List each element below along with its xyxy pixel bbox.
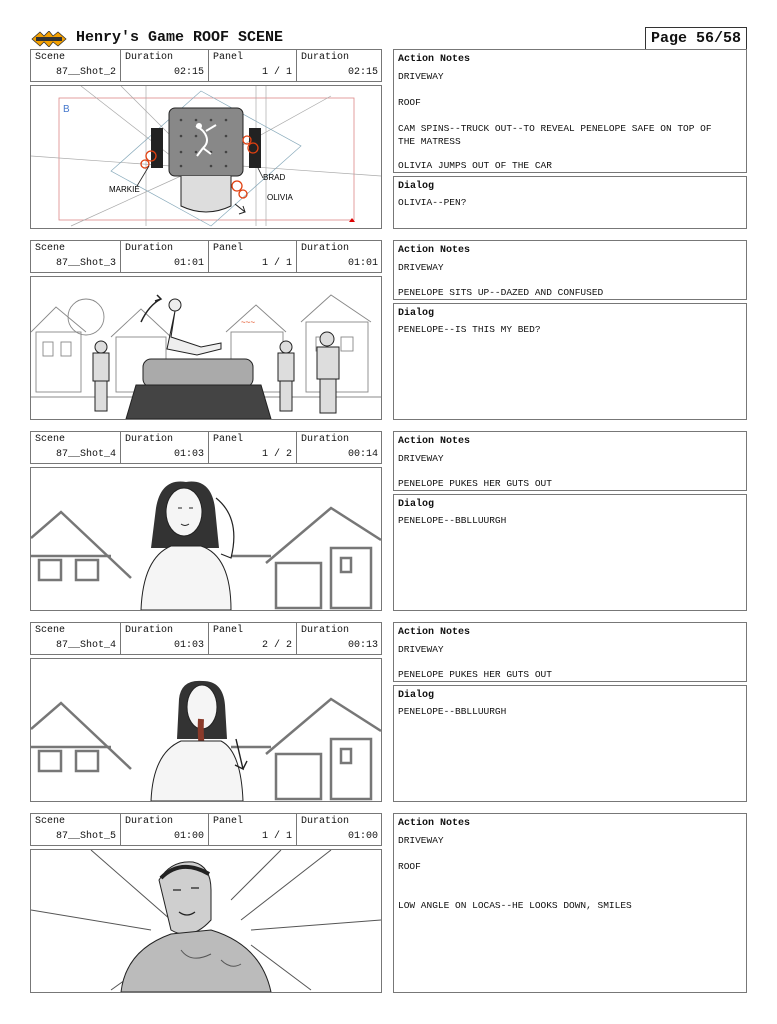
action-notes-heading: Action Notes bbox=[398, 245, 471, 256]
action-line: DRIVEWAY bbox=[398, 453, 444, 464]
panel-duration-value: 01:01 bbox=[347, 258, 378, 269]
action-line: DRIVEWAY bbox=[398, 644, 444, 655]
duration-value: 01:03 bbox=[173, 640, 204, 651]
svg-text:B: B bbox=[63, 104, 70, 115]
scene-value: 87__Shot_4 bbox=[55, 449, 116, 460]
storyboard-frame bbox=[30, 658, 382, 802]
action-notes-heading: Action Notes bbox=[398, 627, 471, 638]
panel-duration-label: Duration bbox=[301, 52, 350, 63]
panel-duration-label: Duration bbox=[301, 434, 350, 445]
panel-duration-label: Duration bbox=[301, 816, 350, 827]
action-line: CAM SPINS--TRUCK OUT--TO REVEAL PENELOPE SAFE ON TOP OF bbox=[398, 123, 712, 134]
action-notes bbox=[393, 622, 747, 682]
panel-value: 1 / 2 bbox=[261, 449, 292, 460]
dialog-heading: Dialog bbox=[398, 499, 435, 510]
scene-label: Scene bbox=[35, 52, 66, 63]
duration-label: Duration bbox=[125, 625, 174, 636]
dialog-box bbox=[393, 685, 747, 802]
brad-label: BRAD bbox=[263, 173, 286, 182]
scene-value: 87__Shot_3 bbox=[55, 258, 116, 269]
panel-duration-label: Duration bbox=[301, 243, 350, 254]
locas-low-angle-sketch bbox=[31, 850, 381, 992]
penelope-pukes-sketch bbox=[31, 659, 381, 801]
action-line: DRIVEWAY bbox=[398, 262, 444, 273]
action-line: THE MATRESS bbox=[398, 136, 461, 147]
panel-duration-value: 00:13 bbox=[347, 640, 378, 651]
duration-label: Duration bbox=[125, 434, 174, 445]
panel-value: 1 / 1 bbox=[261, 258, 292, 269]
scene-value: 87__Shot_2 bbox=[55, 67, 116, 78]
storyboard-frame bbox=[30, 276, 382, 420]
panel-label: Panel bbox=[213, 243, 244, 254]
duration-value: 01:01 bbox=[173, 258, 204, 269]
dialog-box bbox=[393, 176, 747, 229]
shot-meta bbox=[30, 813, 382, 846]
action-line: DRIVEWAY bbox=[398, 835, 444, 846]
action-line: PENELOPE PUKES HER GUTS OUT bbox=[398, 478, 552, 489]
scene-label: Scene bbox=[35, 434, 66, 445]
action-notes bbox=[393, 813, 747, 993]
olivia-label: OLIVIA bbox=[267, 193, 293, 202]
studio-logo-icon bbox=[30, 31, 68, 47]
shot-meta bbox=[30, 431, 382, 464]
action-line: ROOF bbox=[398, 861, 421, 872]
scene-label: Scene bbox=[35, 816, 66, 827]
dialog-line: PENELOPE--IS THIS MY BED? bbox=[398, 324, 541, 335]
dialog-heading: Dialog bbox=[398, 690, 435, 701]
panel-label: Panel bbox=[213, 52, 244, 63]
storyboard-frame bbox=[30, 85, 382, 229]
shot-meta bbox=[30, 49, 382, 82]
storyboard-frame bbox=[30, 849, 382, 993]
panel-label: Panel bbox=[213, 625, 244, 636]
dialog-line: PENELOPE--BBLLUURGH bbox=[398, 515, 507, 526]
dialog-heading: Dialog bbox=[398, 181, 435, 192]
panel-label: Panel bbox=[213, 816, 244, 827]
action-notes bbox=[393, 49, 747, 173]
dialog-heading: Dialog bbox=[398, 308, 435, 319]
svg-text:~~~: ~~~ bbox=[241, 318, 256, 327]
penelope-closeup-sketch bbox=[31, 468, 381, 610]
action-line: DRIVEWAY bbox=[398, 71, 444, 82]
panel-value: 2 / 2 bbox=[261, 640, 292, 651]
action-line: PENELOPE PUKES HER GUTS OUT bbox=[398, 669, 552, 680]
panel-duration-value: 01:00 bbox=[347, 831, 378, 842]
duration-label: Duration bbox=[125, 243, 174, 254]
action-notes-heading: Action Notes bbox=[398, 436, 471, 447]
page-header bbox=[30, 28, 747, 50]
markie-label: MARKIE bbox=[109, 185, 140, 194]
panel-value: 1 / 1 bbox=[261, 67, 292, 78]
overhead-car-sketch bbox=[31, 86, 381, 228]
shot-meta bbox=[30, 240, 382, 273]
action-notes bbox=[393, 431, 747, 491]
action-line: LOW ANGLE ON LOCAS--HE LOOKS DOWN, SMILES bbox=[398, 900, 632, 911]
duration-value: 02:15 bbox=[173, 67, 204, 78]
scene-value: 87__Shot_5 bbox=[55, 831, 116, 842]
panel-label: Panel bbox=[213, 434, 244, 445]
action-notes bbox=[393, 240, 747, 300]
storyboard-frame bbox=[30, 467, 382, 611]
dialog-line: PENELOPE--BBLLUURGH bbox=[398, 706, 507, 717]
dialog-box bbox=[393, 494, 747, 611]
shot-meta bbox=[30, 622, 382, 655]
duration-label: Duration bbox=[125, 52, 174, 63]
action-notes-heading: Action Notes bbox=[398, 818, 471, 829]
duration-label: Duration bbox=[125, 816, 174, 827]
scene-value: 87__Shot_4 bbox=[55, 640, 116, 651]
page-number: Page 56/58 bbox=[645, 27, 747, 50]
dialog-line: OLIVIA--PEN? bbox=[398, 197, 467, 208]
board-title: Henry's Game ROOF SCENE bbox=[76, 29, 284, 46]
panel-duration-value: 02:15 bbox=[347, 67, 378, 78]
dialog-box bbox=[393, 303, 747, 420]
action-line: PENELOPE SITS UP--DAZED AND CONFUSED bbox=[398, 287, 604, 298]
action-line: OLIVIA JUMPS OUT OF THE CAR bbox=[398, 160, 552, 171]
action-notes-heading: Action Notes bbox=[398, 54, 471, 65]
duration-value: 01:03 bbox=[173, 449, 204, 460]
duration-value: 01:00 bbox=[173, 831, 204, 842]
action-line: ROOF bbox=[398, 97, 421, 108]
scene-label: Scene bbox=[35, 625, 66, 636]
panel-value: 1 / 1 bbox=[261, 831, 292, 842]
panel-duration-value: 00:14 bbox=[347, 449, 378, 460]
panel-duration-label: Duration bbox=[301, 625, 350, 636]
scene-label: Scene bbox=[35, 243, 66, 254]
penelope-on-car-sketch bbox=[31, 277, 381, 419]
